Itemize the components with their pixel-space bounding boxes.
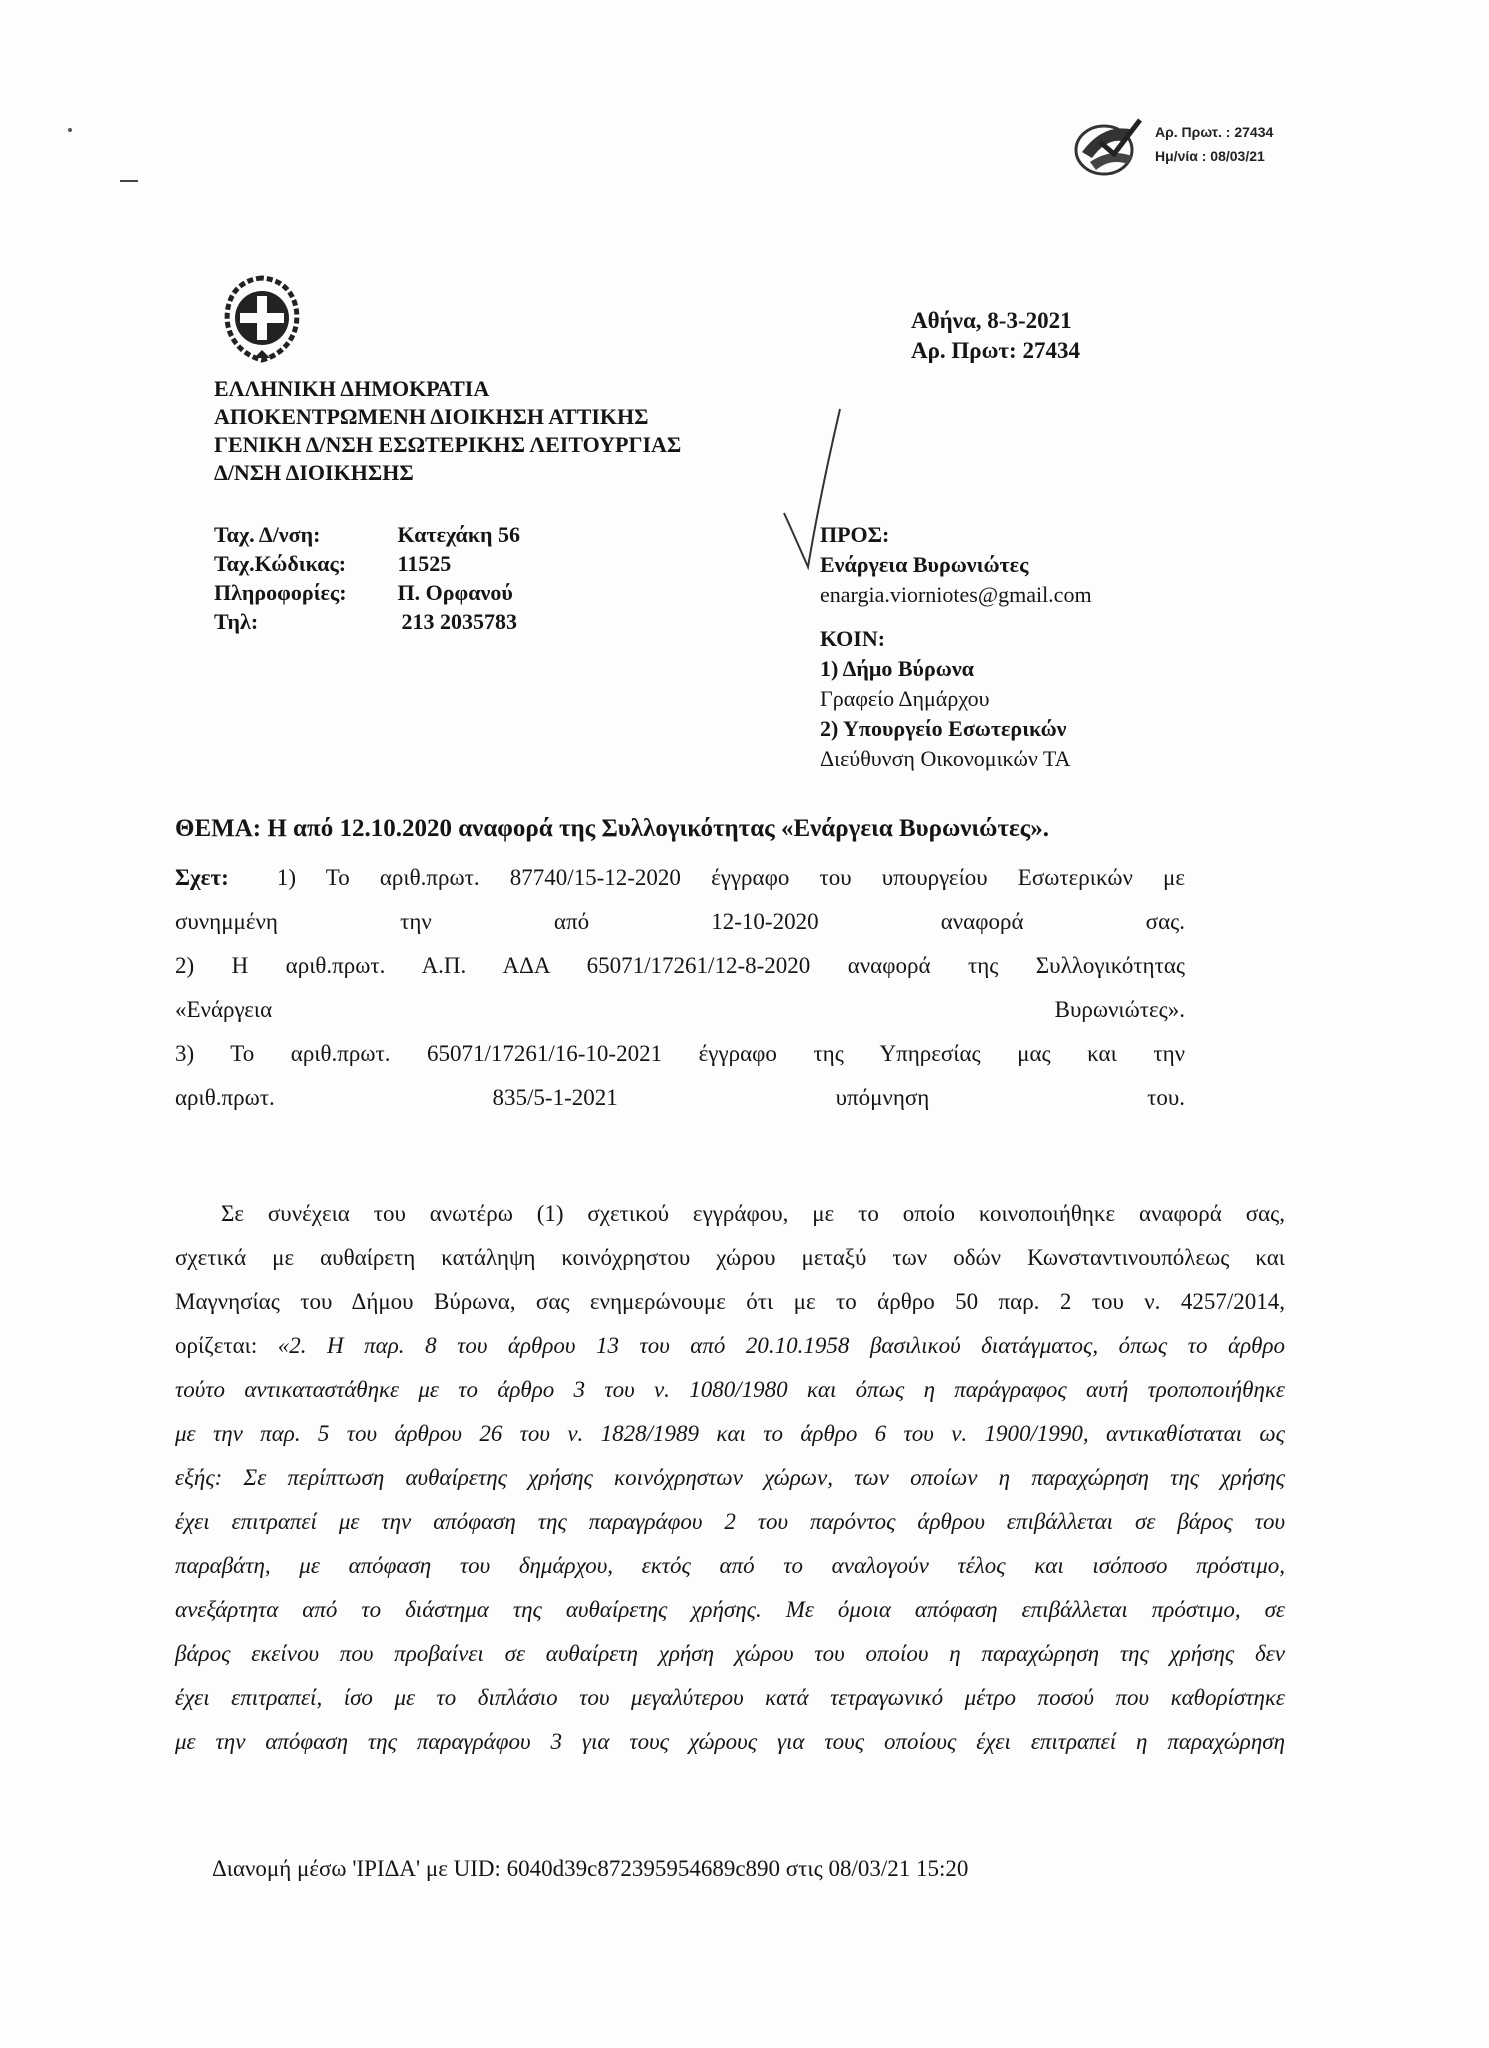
body-line: Μαγνησίας του Δήμου Βύρωνα, σας ενημερώνουμε ότι με το άρθρο 50 παρ. 2 του ν. 4257/2014,	[175, 1289, 1285, 1314]
cc-1-dept: Γραφείο Δημάρχου	[820, 686, 990, 711]
body-line-plain: ορίζεται:	[175, 1333, 278, 1358]
to-name: Ενάργεια Βυρωνιώτες	[820, 552, 1029, 577]
quote-line: με την παρ. 5 του άρθρου 26 του ν. 1828/1989 και το άρθρο 6 του ν. 1900/1990, αντικαθίσταται ως	[175, 1421, 1285, 1446]
quote-line: τούτο αντικαταστάθηκε με το άρθρο 3 του ν. 1080/1980 και όπως η παράγραφος αυτή τροποποιήθηκε	[175, 1377, 1285, 1402]
place-date-line: Αθήνα, 8-3-2021	[911, 308, 1072, 333]
quote-start: «2. Η παρ. 8 του άρθρου 13 του από 20.10.1958 βασιλικού διατάγματος, όπως το άρθρο	[277, 1333, 1285, 1358]
quote-line: παραβάτη, με απόφαση του δημάρχου, εκτός από το αναλογούν τέλος και ισόποσο πρόστιμο,	[175, 1553, 1285, 1578]
stamp-protocol-number: 27434	[1234, 124, 1274, 140]
subject-line: ΘΕΜΑ: Η από 12.10.2020 αναφορά της Συλλογικότητας «Ενάργεια Βυρωνιώτες».	[175, 815, 1049, 842]
coat-of-arms-icon	[214, 270, 310, 366]
address-row	[214, 520, 520, 549]
address-label: Ταχ. Δ/νση:	[214, 522, 321, 547]
address-value: Π. Ορφανού	[397, 580, 513, 605]
quote-line: εξής: Σε περίπτωση αυθαίρετης χρήσης κοινόχρηστων χώρων, των οποίων η παραχώρηση της χρήσης	[175, 1465, 1285, 1490]
reference-3-line-1: 3) Το αριθ.πρωτ. 65071/17261/16-10-2021 έγγραφο της Υπηρεσίας μας και την	[175, 1041, 1185, 1066]
quote-line: με την απόφαση της παραγράφου 3 για τους χώρους για τους οποίους έχει επιτραπεί η παραχώρηση	[175, 1729, 1285, 1754]
cc-1-name: 1) Δήμο Βύρωνα	[820, 656, 974, 681]
quote-line: ανεξάρτητα από το διάστημα της αυθαίρετης χρήσης. Με όμοια απόφαση επιβάλλεται πρόστιμο, σε	[175, 1597, 1285, 1622]
address-row	[214, 607, 520, 636]
references-label: Σχετ:	[175, 865, 229, 890]
stamp-date-label: Ημ/νία :	[1155, 148, 1207, 164]
cc-2-dept: Διεύθυνση Οικονομικών ΤΑ	[820, 746, 1071, 771]
address-value: 11525	[397, 551, 452, 576]
header-line-4: Δ/ΝΣΗ ΔΙΟΙΚΗΣΗΣ	[214, 460, 414, 485]
protocol-number-line: Αρ. Πρωτ: 27434	[911, 338, 1080, 363]
distribution-footer: Διανομή μέσω 'ΙΡΙΔΑ' με UID: 6040d39c872395954689c890 στις 08/03/21 15:20	[212, 1856, 969, 1881]
address-label: Ταχ.Κώδικας:	[214, 551, 347, 576]
scan-arrow-mark	[120, 180, 138, 182]
stamp-protocol-label: Αρ. Πρωτ. :	[1155, 124, 1231, 140]
stamp-date-value: 08/03/21	[1210, 148, 1265, 164]
reference-1-line-2: συνημμένη την από 12-10-2020 αναφορά σας.	[175, 909, 1185, 934]
place-date	[911, 306, 1080, 366]
to-email: enargia.viorniotes@gmail.com	[820, 582, 1092, 607]
reference-1-line-1	[175, 856, 1185, 900]
address-label: Τηλ:	[214, 609, 259, 634]
reference-3-line-2: αριθ.πρωτ. 835/5-1-2021 υπόμνηση του.	[175, 1085, 1185, 1110]
quote-line: βάρος εκείνου που προβαίνει σε αυθαίρετη χρήση χώρου του οποίου η παραχώρηση της χρήσης δεν	[175, 1641, 1285, 1666]
reference-1-text: 1) Το αριθ.πρωτ. 87740/15-12-2020 έγγραφο του υπουργείου Εσωτερικών με	[276, 865, 1185, 890]
references-block	[175, 856, 1185, 1120]
recipient-block	[820, 520, 1092, 774]
quote-line: έχει επιτραπεί, ίσο με το διπλάσιο του μεγαλύτερου κατά τετραγωνικό μέτρο ποσού που καθορίστηκε	[175, 1685, 1285, 1710]
address-value: Κατεχάκη 56	[397, 522, 521, 547]
reference-2-line-2: «Ενάργεια Βυρωνιώτες».	[175, 997, 1185, 1022]
quote-line: έχει επιτραπεί με την απόφαση της παραγράφου 2 του παρόντος άρθρου επιβάλλεται σε βάρος του	[175, 1509, 1285, 1534]
cc-label: ΚΟΙΝ:	[820, 626, 886, 651]
address-row	[214, 578, 520, 607]
body-text	[175, 1192, 1285, 1764]
body-line: Σε συνέχεια του ανωτέρω (1) σχετικού εγγράφου, με το οποίο κοινοποιήθηκε αναφορά σας,	[221, 1201, 1285, 1226]
to-label: ΠΡΟΣ:	[820, 522, 890, 547]
issuer-header	[214, 375, 681, 487]
header-line-3: ΓΕΝΙΚΗ Δ/ΝΣΗ ΕΣΩΤΕΡΙΚΗΣ ΛΕΙΤΟΥΡΓΙΑΣ	[214, 432, 682, 457]
scan-mark	[68, 128, 72, 132]
stamp	[1070, 112, 1330, 192]
address-row	[214, 549, 520, 578]
address-value: 213 2035783	[401, 609, 517, 634]
address-label: Πληροφορίες:	[214, 580, 347, 605]
header-line-1: ΕΛΛΗΝΙΚΗ ΔΗΜΟΚΡΑΤΙΑ	[214, 376, 490, 401]
stamp-logo-icon	[1070, 112, 1150, 182]
body-line	[175, 1324, 1285, 1368]
header-line-2: ΑΠΟΚΕΝΤΡΩΜΕΝΗ ΔΙΟΙΚΗΣΗ ΑΤΤΙΚΗΣ	[214, 404, 649, 429]
reference-2-line-1: 2) Η αριθ.πρωτ. Α.Π. ΑΔΑ 65071/17261/12-8-2020 αναφορά της Συλλογικότητας	[175, 953, 1185, 978]
address-block	[214, 520, 520, 636]
cc-2-name: 2) Υπουργείο Εσωτερικών	[820, 716, 1067, 741]
body-line: σχετικά με αυθαίρετη κατάληψη κοινόχρηστου χώρου μεταξύ των οδών Κωνσταντινουπόλεως και	[175, 1245, 1285, 1270]
